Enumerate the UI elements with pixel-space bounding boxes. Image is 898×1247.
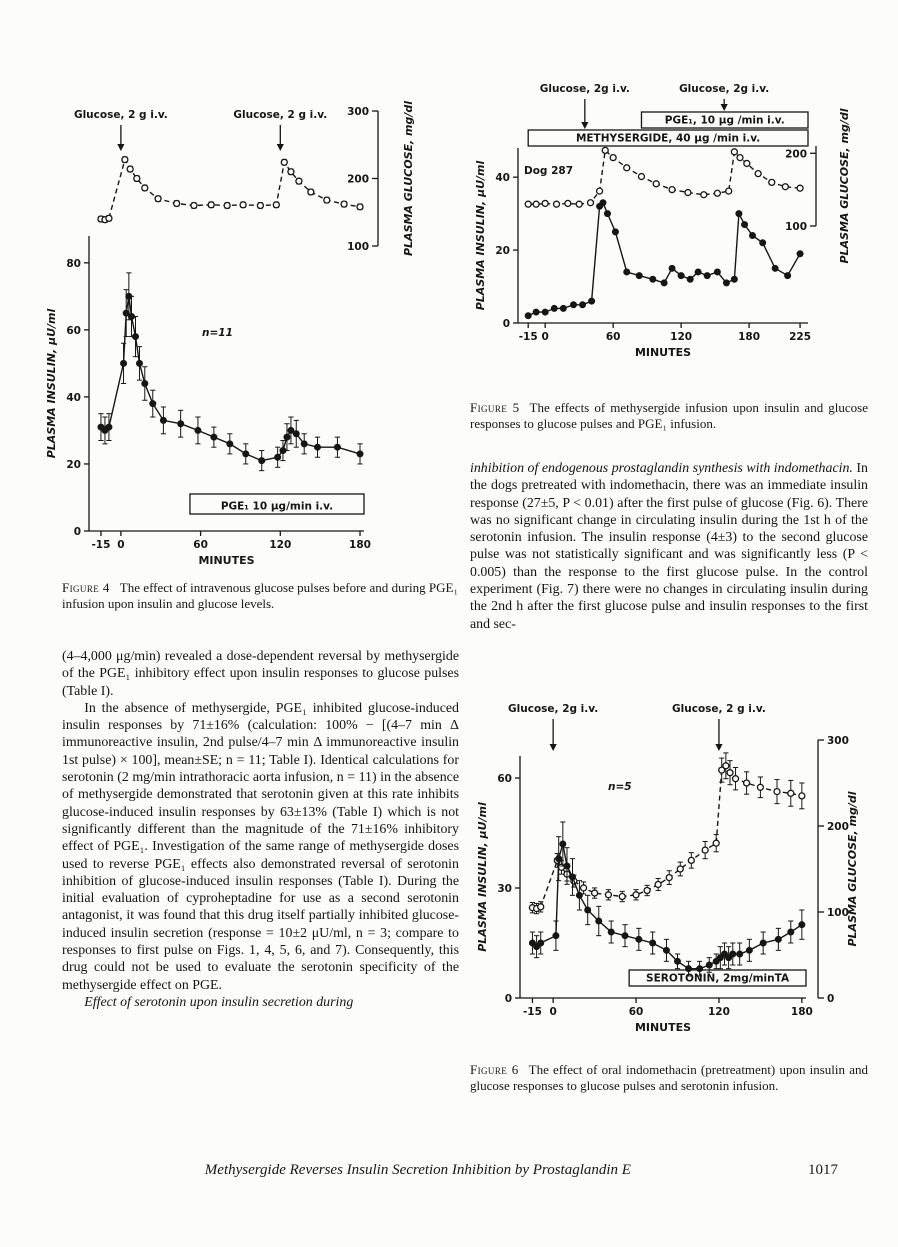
data-point xyxy=(240,202,246,208)
data-point xyxy=(788,929,794,935)
data-point xyxy=(596,918,602,924)
paragraph-italic: Effect of serotonin upon insulin secretion during xyxy=(84,994,354,1010)
figure4-chart xyxy=(34,86,434,572)
data-point xyxy=(688,857,694,863)
y-tick-label: 30 xyxy=(497,883,512,895)
data-point xyxy=(736,211,742,217)
data-point xyxy=(554,201,560,207)
running-title: Methysergide Reverses Insulin Secretion Inhibition by Prostaglandin E xyxy=(204,1162,631,1178)
data-point xyxy=(106,215,112,221)
x-tick-label: 225 xyxy=(789,331,812,343)
data-point xyxy=(288,169,294,175)
data-point xyxy=(797,185,803,191)
data-point xyxy=(622,933,628,939)
figure4-caption-text: The effect of intravenous glucose pulses before and during PGE₁ infusion upon insulin and glucose levels. xyxy=(62,580,458,612)
arrow-label: Glucose, 2g i.v. xyxy=(539,83,630,95)
data-point xyxy=(650,940,656,946)
data-point xyxy=(134,176,140,182)
data-point xyxy=(678,273,684,279)
data-point xyxy=(655,881,661,887)
data-point xyxy=(723,763,729,769)
data-point xyxy=(195,427,201,433)
figure5-caption-text: The effects of methysergide infusion upon insulin and glucose responses to glucose pulses and PGE₁ infusion. xyxy=(470,400,868,432)
data-point xyxy=(685,190,691,196)
data-point xyxy=(636,273,642,279)
figure6-caption xyxy=(470,1062,868,1095)
y-axis-right-label: PLASMA GLUCOSE, mg/dl xyxy=(402,100,415,257)
data-point xyxy=(571,302,577,308)
x-tick-label: 60 xyxy=(193,539,208,551)
arrow-label: Glucose, 2 g i.v. xyxy=(73,109,168,121)
data-point xyxy=(726,188,732,194)
data-point xyxy=(723,280,729,286)
arrow-label: Glucose, 2 g i.v. xyxy=(233,109,328,121)
series-plasma-glucose xyxy=(528,150,800,204)
data-point xyxy=(666,875,672,881)
y-tick-label: 80 xyxy=(66,257,81,270)
data-point xyxy=(608,929,614,935)
right-column xyxy=(470,460,868,633)
arrow-head-icon xyxy=(715,744,722,751)
y-axis-left-label: PLASMA INSULIN, μU/ml xyxy=(45,308,58,459)
x-tick-label: 120 xyxy=(269,539,292,551)
data-point xyxy=(713,840,719,846)
data-point xyxy=(733,776,739,782)
data-point xyxy=(669,187,675,193)
data-point xyxy=(737,951,743,957)
data-point xyxy=(121,360,127,366)
data-point xyxy=(560,305,566,311)
figure-6 xyxy=(468,698,868,1050)
y-tick-label: 300 xyxy=(827,735,849,747)
y-axis-left-label: PLASMA INSULIN, μU/ml xyxy=(474,160,487,311)
annotation-box-label: PGE₁ 10 μg/min i.v. xyxy=(220,500,334,513)
y-tick-label: 20 xyxy=(66,458,81,471)
arrow-label: Glucose, 2g i.v. xyxy=(508,703,599,715)
data-point xyxy=(624,269,630,275)
annotation-text: Dog 287 xyxy=(524,165,574,177)
data-point xyxy=(775,936,781,942)
annotation-box-label: SEROTONIN, 2mg/minTA xyxy=(646,972,790,985)
data-point xyxy=(731,276,737,282)
x-tick-label: -15 xyxy=(522,1006,542,1018)
data-point xyxy=(769,179,775,185)
figure5-chart xyxy=(468,78,868,390)
data-point xyxy=(663,947,669,953)
data-point xyxy=(589,298,595,304)
data-point xyxy=(701,192,707,198)
data-point xyxy=(284,434,290,440)
y-tick-label: 0 xyxy=(827,993,835,1005)
italic-lead: inhibition of endogenous prostaglandin synthesis with indomethacin. xyxy=(470,461,853,476)
data-point xyxy=(797,251,803,257)
arrow-label: Glucose, 2 g i.v. xyxy=(672,703,766,715)
x-tick-label: 0 xyxy=(549,1006,557,1018)
y-tick-label: 100 xyxy=(827,907,849,919)
data-point xyxy=(227,441,233,447)
x-tick-label: 60 xyxy=(605,331,621,343)
data-point xyxy=(737,155,743,161)
series-plasma-glucose xyxy=(101,160,360,220)
x-tick-label: 60 xyxy=(628,1006,644,1018)
data-point xyxy=(730,951,736,957)
data-point xyxy=(633,892,639,898)
paragraph: In the absence of methysergide, PGE₁ inhibited glucose-induced insulin responses by 71±16% (calculation: 100% − [(4–7 min Δ immunoreactive insulin, 2nd pulse/4–7 min Δ immunoreactive insulin 1st pulse) × 100], mean±SE; n = 11; Table I). Identical calculations for serotonin (2 mg/min intrathoracic aorta infusion, n = 11) in the absence of methysergide demonstrated that serotonin given at this rate inhibits glucose-induced insulin responses by 63±13% (Table I) which is not significantly different than the magnitude of the 71±16% inhibitory effect of PGE₁. Investigation of the same range of methysergide doses used to reverse PGE₁ effects also demonstrated reversal of serotonin inhibition of glucose-induced insulin responses (Table I). During the initial evaluation of cyproheptadine for use as a second serotonin antagonist, it was found that this drug itself partially inhibited glucose-induced insulin secretion (response = 10±2 μU/ml, n = 3; compare to responses to first pulse on Figs. 1, 4, 5, 6, and 7). Consequently, this drug could not be used to evaluate the serotonin specificity of the methysergide effect on PGE. xyxy=(62,700,459,993)
data-point xyxy=(638,174,644,180)
data-point xyxy=(357,204,363,210)
data-point xyxy=(580,302,586,308)
arrow-head-icon xyxy=(721,104,728,111)
data-point xyxy=(581,885,587,891)
data-point xyxy=(799,793,805,799)
data-point xyxy=(785,273,791,279)
data-point xyxy=(788,790,794,796)
x-tick-label: 0 xyxy=(117,539,125,551)
data-point xyxy=(341,201,347,207)
arrow-label: Glucose, 2g i.v. xyxy=(679,83,770,95)
data-point xyxy=(224,203,230,209)
y-tick-label: 200 xyxy=(785,148,807,161)
data-point xyxy=(533,309,539,315)
data-point xyxy=(624,165,630,171)
data-point xyxy=(742,222,748,228)
data-point xyxy=(702,847,708,853)
data-point xyxy=(612,229,618,235)
data-point xyxy=(619,894,625,900)
data-point xyxy=(142,381,148,387)
figure-4 xyxy=(34,86,434,572)
data-point xyxy=(600,200,606,206)
data-point xyxy=(714,269,720,275)
data-point xyxy=(650,276,656,282)
data-point xyxy=(570,874,576,880)
y-tick-label: 20 xyxy=(495,245,510,258)
data-point xyxy=(746,947,752,953)
data-point xyxy=(799,922,805,928)
x-tick-label: 0 xyxy=(541,331,549,343)
data-point xyxy=(525,201,531,207)
figure5-caption-tag: Figure 5 xyxy=(470,400,520,415)
data-point xyxy=(293,431,299,437)
data-point xyxy=(772,265,778,271)
arrow-head-icon xyxy=(117,144,124,151)
data-point xyxy=(597,188,603,194)
paragraph-text: In the dogs pretreated with indomethacin, there was an immediate insulin response (27±5, P < 0.01) after the first pulse of glucose (Fig. 6). There was no significant change in circulating insulin during the 1st h of the serotonin infusion. The insulin response (4±3) to the second glucose pulse was not statistically significant and was significantly less (P < 0.005) than the response to the first glucose pulse. In the control experiment (Fig. 7) there were no changes in circulating insulin during the 2nd h after the first glucose pulse and insulin responses to the first and sec- xyxy=(470,461,868,632)
x-tick-label: -15 xyxy=(91,539,111,551)
y-tick-label: 300 xyxy=(347,106,369,118)
data-point xyxy=(565,200,571,206)
data-point xyxy=(697,966,703,972)
data-point xyxy=(605,892,611,898)
figure-5 xyxy=(468,78,868,390)
data-point xyxy=(257,203,263,209)
data-point xyxy=(731,149,737,155)
data-point xyxy=(155,196,161,202)
data-point xyxy=(127,166,133,172)
data-point xyxy=(150,401,156,407)
data-point xyxy=(132,334,138,340)
left-column xyxy=(62,648,459,1011)
paragraph: (4–4,000 μg/min) revealed a dose-dependent reversal by methysergide of the PGE₁ inhibitory effect upon insulin responses to glucose pulses (Table I). xyxy=(62,649,459,699)
series-plasma-insulin xyxy=(528,203,800,316)
data-point xyxy=(259,458,265,464)
data-point xyxy=(727,770,733,776)
y-tick-label: 0 xyxy=(504,993,512,1005)
y-axis-right-label: PLASMA GLUCOSE, mg/dl xyxy=(846,791,859,947)
data-point xyxy=(760,240,766,246)
data-point xyxy=(564,863,570,869)
data-point xyxy=(556,856,562,862)
data-point xyxy=(136,360,142,366)
x-tick-label: 180 xyxy=(349,539,371,551)
annotation-text: n=5 xyxy=(608,781,632,793)
y-tick-label: 100 xyxy=(785,221,807,233)
data-point xyxy=(576,201,582,207)
data-point xyxy=(675,958,681,964)
data-point xyxy=(661,280,667,286)
data-point xyxy=(744,780,750,786)
y-axis-left-label: PLASMA INSULIN, μU/ml xyxy=(476,802,489,952)
data-point xyxy=(695,269,701,275)
y-tick-label: 60 xyxy=(497,773,512,785)
y-tick-label: 0 xyxy=(73,526,81,538)
data-point xyxy=(106,424,112,430)
data-point xyxy=(357,451,363,457)
data-point xyxy=(782,184,788,190)
data-point xyxy=(301,441,307,447)
arrow-head-icon xyxy=(550,744,557,751)
data-point xyxy=(704,273,710,279)
x-tick-label: 120 xyxy=(707,1006,730,1018)
arrow-head-icon xyxy=(581,122,588,129)
data-point xyxy=(174,200,180,206)
paragraph xyxy=(470,460,868,633)
y-tick-label: 200 xyxy=(347,173,369,186)
x-axis-label: MINUTES xyxy=(634,1021,692,1034)
data-point xyxy=(714,190,720,196)
annotation-box-label: METHYSERGIDE, 40 μg /min i.v. xyxy=(575,132,761,145)
y-tick-label: 40 xyxy=(66,391,81,404)
data-point xyxy=(686,966,692,972)
y-tick-label: 60 xyxy=(66,324,81,337)
data-point xyxy=(774,789,780,795)
page-number: 1017 xyxy=(808,1162,838,1178)
data-point xyxy=(687,276,693,282)
data-point xyxy=(243,451,249,457)
data-point xyxy=(602,147,608,153)
data-point xyxy=(653,181,659,187)
data-point xyxy=(324,197,330,203)
figure6-chart xyxy=(468,698,868,1050)
data-point xyxy=(178,421,184,427)
data-point xyxy=(755,171,761,177)
data-point xyxy=(191,203,197,209)
data-point xyxy=(542,200,548,206)
x-axis-label: MINUTES xyxy=(198,554,255,567)
page-footer xyxy=(60,1162,838,1184)
data-point xyxy=(334,444,340,450)
data-point xyxy=(542,309,548,315)
x-tick-label: 120 xyxy=(670,331,693,343)
annotation-text: n=11 xyxy=(202,327,233,339)
data-point xyxy=(576,892,582,898)
x-axis-label: MINUTES xyxy=(634,346,692,359)
data-point xyxy=(585,907,591,913)
data-point xyxy=(677,866,683,872)
data-point xyxy=(592,890,598,896)
data-point xyxy=(610,155,616,161)
data-point xyxy=(308,189,314,195)
y-tick-label: 0 xyxy=(502,318,510,330)
arrow-head-icon xyxy=(277,144,284,151)
data-point xyxy=(760,940,766,946)
data-point xyxy=(296,178,302,184)
data-point xyxy=(538,904,544,910)
data-point xyxy=(558,864,564,870)
data-point xyxy=(160,417,166,423)
data-point xyxy=(551,305,557,311)
data-point xyxy=(525,313,531,319)
figure6-caption-tag: Figure 6 xyxy=(470,1062,519,1077)
data-point xyxy=(749,233,755,239)
figure5-caption xyxy=(470,400,868,433)
data-point xyxy=(757,784,763,790)
data-point xyxy=(538,940,544,946)
data-point xyxy=(644,888,650,894)
data-point xyxy=(211,434,217,440)
x-tick-label: 180 xyxy=(790,1006,813,1018)
data-point xyxy=(636,936,642,942)
y-tick-label: 200 xyxy=(827,821,849,833)
x-tick-label: 180 xyxy=(738,331,761,343)
data-point xyxy=(560,841,566,847)
figure6-caption-text: The effect of oral indomethacin (pretreatment) upon insulin and glucose responses to glucose pulses and serotonin infusion. xyxy=(470,1062,868,1094)
data-point xyxy=(208,202,214,208)
data-point xyxy=(275,454,281,460)
x-tick-label: -15 xyxy=(518,331,538,343)
data-point xyxy=(122,157,128,163)
data-point xyxy=(281,159,287,165)
data-point xyxy=(533,201,539,207)
data-point xyxy=(706,962,712,968)
data-point xyxy=(669,265,675,271)
y-tick-label: 100 xyxy=(347,241,369,253)
data-point xyxy=(273,202,279,208)
y-axis-right-label: PLASMA GLUCOSE, mg/dl xyxy=(838,108,851,264)
data-point xyxy=(142,185,148,191)
figure4-caption-tag: Figure 4 xyxy=(62,580,110,595)
y-tick-label: 40 xyxy=(495,172,510,185)
figure4-caption xyxy=(62,580,458,613)
data-point xyxy=(588,200,594,206)
annotation-box-label: PGE₁, 10 μg /min i.v. xyxy=(664,114,785,127)
data-point xyxy=(553,933,559,939)
data-point xyxy=(315,444,321,450)
data-point xyxy=(604,211,610,217)
data-point xyxy=(744,160,750,166)
